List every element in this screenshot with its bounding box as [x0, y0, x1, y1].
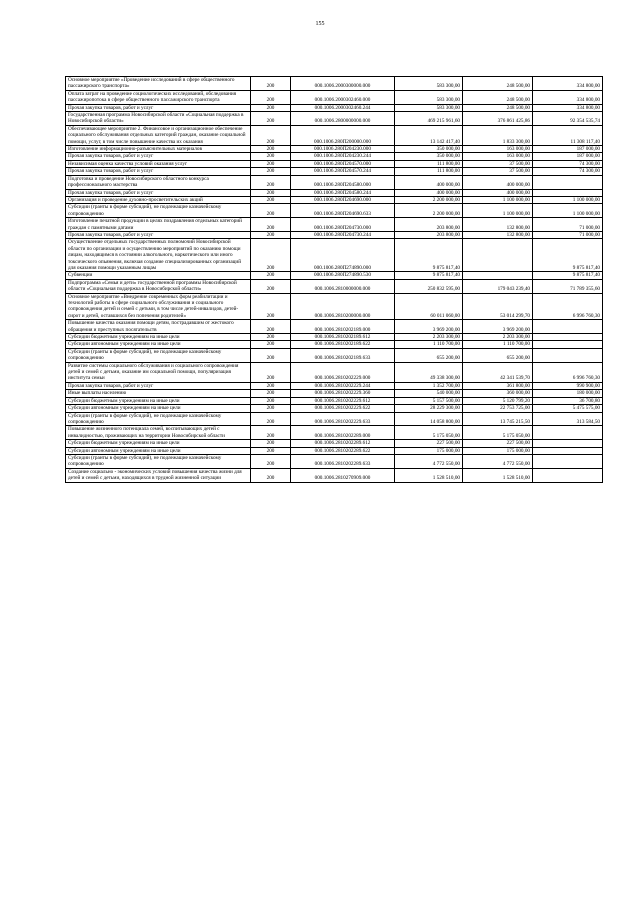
row-name-cell: Подготовка и проведение Новосибирского областного конкурса профессионального мастерства: [66, 175, 251, 189]
row-amount-2-cell: [533, 454, 603, 468]
row-admin-code-cell: 200: [251, 468, 291, 482]
table-row: [66, 153, 603, 160]
row-amount-2-cell: [533, 348, 603, 362]
row-total-cell: 250 832 595,00: [395, 279, 463, 293]
table-row: [66, 440, 603, 447]
row-amount-2-cell: 92 354 535,74: [533, 112, 603, 126]
row-name-cell: Изготовление печатной продукции в целях поздравления отдельных категорий граждан с памятными датами: [66, 218, 251, 232]
row-total-cell: 3 969 200,00: [395, 320, 463, 334]
row-amount-2-cell: 74 300,00: [533, 168, 603, 175]
table-row: [66, 279, 603, 293]
row-total-cell: 111 800,00: [395, 168, 463, 175]
row-budget-code-cell: 000.1006.280П204570.244: [291, 168, 395, 175]
row-amount-1-cell: 400 000,00: [463, 175, 533, 189]
row-admin-code-cell: 200: [251, 168, 291, 175]
table-row: [66, 239, 603, 272]
row-total-cell: 175 000,00: [395, 447, 463, 454]
row-budget-code-cell: 000.1006.280П204580.244: [291, 189, 395, 196]
row-amount-2-cell: 74 300,00: [533, 160, 603, 167]
row-amount-2-cell: 180 000,00: [533, 390, 603, 397]
row-name-cell: Иные выплаты населению: [66, 390, 251, 397]
row-total-cell: 469 215 961,60: [395, 112, 463, 126]
row-budget-code-cell: 000.1006.2000302460.000: [291, 90, 395, 104]
row-name-cell: Основное мероприятие «Внедрение современных форм реабилитации и технологий работы в сфере социального обслуживания и социального сопровождения детей и семей с детьми, в том числе детей-инвалидов, детей-сирот и детей, оставшихся без попечения родителей»: [66, 293, 251, 320]
table-row: [66, 272, 603, 279]
row-amount-1-cell: 655 200,00: [463, 348, 533, 362]
row-amount-2-cell: 1 100 000,00: [533, 196, 603, 203]
row-amount-2-cell: 334 800,00: [533, 90, 603, 104]
row-amount-1-cell: 4 772 550,00: [463, 454, 533, 468]
row-amount-1-cell: 163 000,00: [463, 146, 533, 153]
row-amount-2-cell: [533, 320, 603, 334]
row-amount-1-cell: 179 043 239,40: [463, 279, 533, 293]
row-amount-1-cell: 53 014 299,70: [463, 293, 533, 320]
row-budget-code-cell: 000.1006.2810202189.633: [291, 348, 395, 362]
table-row: [66, 334, 603, 341]
row-admin-code-cell: 200: [251, 348, 291, 362]
row-total-cell: 49 338 300,00: [395, 362, 463, 382]
table-row: [66, 405, 603, 412]
row-total-cell: 13 142 417,40: [395, 125, 463, 145]
row-admin-code-cell: 200: [251, 125, 291, 145]
row-total-cell: 111 800,00: [395, 160, 463, 167]
row-total-cell: 203 800,00: [395, 218, 463, 232]
row-name-cell: Обеспечивающее мероприятие 2. Финансовое и организационное обеспечение социального обслуживания отдельных категорий граждан, оказание социальной помощи, услуг, в том числе повышение качества их оказания: [66, 125, 251, 145]
row-admin-code-cell: 200: [251, 454, 291, 468]
table-row: [66, 468, 603, 482]
table-row: [66, 175, 603, 189]
row-name-cell: Субсидии (гранты в форме субсидий), не подлежащие казначейскому сопровождению: [66, 204, 251, 218]
row-total-cell: 2 200 000,00: [395, 196, 463, 203]
table-row: [66, 90, 603, 104]
row-admin-code-cell: 200: [251, 112, 291, 126]
table-row: [66, 125, 603, 145]
table-row: [66, 196, 603, 203]
row-name-cell: Государственная программа Новосибирской области «Социальная поддержка в Новосибирской области»: [66, 112, 251, 126]
row-admin-code-cell: 200: [251, 90, 291, 104]
row-total-cell: 583 300,00: [395, 77, 463, 91]
row-amount-2-cell: 990 900,00: [533, 382, 603, 389]
table-row: [66, 412, 603, 426]
row-name-cell: Изготовление информационно-разъяснительных материалов: [66, 146, 251, 153]
row-total-cell: 5 175 050,00: [395, 426, 463, 440]
row-admin-code-cell: 200: [251, 196, 291, 203]
row-amount-1-cell: 3 969 200,00: [463, 320, 533, 334]
row-amount-1-cell: [463, 272, 533, 279]
row-budget-code-cell: 000.1006.2810202189.622: [291, 341, 395, 348]
row-admin-code-cell: 200: [251, 362, 291, 382]
row-admin-code-cell: 200: [251, 239, 291, 272]
row-amount-2-cell: [533, 426, 603, 440]
row-budget-code-cell: 000.1006.280П200000.000: [291, 125, 395, 145]
row-budget-code-cell: 000.1006.280П274890.000: [291, 239, 395, 272]
row-budget-code-cell: 000.1006.2810202229.360: [291, 390, 395, 397]
row-name-cell: Субсидии бюджетным учреждениям на иные цели: [66, 440, 251, 447]
row-amount-1-cell: 13 745 215,50: [463, 412, 533, 426]
row-amount-1-cell: 1 110 700,00: [463, 341, 533, 348]
row-amount-2-cell: 71 000,00: [533, 218, 603, 232]
row-admin-code-cell: 200: [251, 440, 291, 447]
row-amount-2-cell: 187 000,00: [533, 153, 603, 160]
row-amount-1-cell: 1 100 000,00: [463, 204, 533, 218]
row-admin-code-cell: 200: [251, 341, 291, 348]
row-name-cell: Развитие системы социального обслуживания и социального сопровождения детей и семей с детьми, оказание им социальной помощи, популяризация института семьи: [66, 362, 251, 382]
row-amount-2-cell: 334 800,00: [533, 104, 603, 111]
row-total-cell: 400 000,00: [395, 175, 463, 189]
row-admin-code-cell: 200: [251, 218, 291, 232]
row-name-cell: Субсидии бюджетным учреждениям на иные цели: [66, 334, 251, 341]
row-budget-code-cell: 000.1006.2810202229.244: [291, 382, 395, 389]
row-amount-2-cell: 9 875 817,40: [533, 272, 603, 279]
table-row: [66, 231, 603, 238]
row-amount-1-cell: 175 000,00: [463, 447, 533, 454]
row-amount-1-cell: 248 500,00: [463, 104, 533, 111]
table-row: [66, 112, 603, 126]
row-amount-2-cell: [533, 334, 603, 341]
row-total-cell: 655 200,00: [395, 348, 463, 362]
row-budget-code-cell: 000.1006.2810000000.000: [291, 279, 395, 293]
row-name-cell: Основное мероприятие «Проведение исследований в сфере общественного пассажирского транспорта»: [66, 77, 251, 91]
row-amount-1-cell: 227 500,00: [463, 440, 533, 447]
row-budget-code-cell: 000.1006.2810202229.000: [291, 362, 395, 382]
table-row: [66, 348, 603, 362]
row-total-cell: 540 000,00: [395, 390, 463, 397]
row-admin-code-cell: 200: [251, 146, 291, 153]
row-admin-code-cell: 200: [251, 397, 291, 404]
row-budget-code-cell: 000.1006.280П204730.000: [291, 218, 395, 232]
row-name-cell: Субсидии автономным учреждениям на иные цели: [66, 447, 251, 454]
row-amount-2-cell: [533, 189, 603, 196]
row-budget-code-cell: 000.1006.2810202289.622: [291, 447, 395, 454]
row-amount-1-cell: 1 528 510,00: [463, 468, 533, 482]
row-name-cell: Субсидии (гранты в форме субсидий), не подлежащие казначейскому сопровождению: [66, 412, 251, 426]
row-amount-2-cell: 11 308 117,40: [533, 125, 603, 145]
row-amount-1-cell: 132 800,00: [463, 218, 533, 232]
row-admin-code-cell: 200: [251, 279, 291, 293]
row-total-cell: 28 229 300,00: [395, 405, 463, 412]
row-name-cell: Организация и проведение духовно-просветительских акций: [66, 196, 251, 203]
row-total-cell: 400 000,00: [395, 189, 463, 196]
row-amount-2-cell: 36 700,80: [533, 397, 603, 404]
row-name-cell: Прочая закупка товаров, работ и услуг: [66, 382, 251, 389]
table-row: [66, 382, 603, 389]
row-total-cell: 583 300,00: [395, 104, 463, 111]
row-amount-1-cell: 2 203 300,00: [463, 334, 533, 341]
row-amount-2-cell: 187 000,00: [533, 146, 603, 153]
row-name-cell: Создание социально - экономических условий повышения качества жизни для детей и семей с детьми, находящихся в трудной жизненной ситуации: [66, 468, 251, 482]
row-name-cell: Прочая закупка товаров, работ и услуг: [66, 153, 251, 160]
row-admin-code-cell: 200: [251, 382, 291, 389]
table-row: [66, 189, 603, 196]
row-total-cell: 350 000,00: [395, 153, 463, 160]
row-total-cell: 2 200 000,00: [395, 204, 463, 218]
table-row: [66, 77, 603, 91]
row-admin-code-cell: 200: [251, 405, 291, 412]
row-name-cell: Прочая закупка товаров, работ и услуг: [66, 231, 251, 238]
row-admin-code-cell: 200: [251, 426, 291, 440]
row-amount-1-cell: 42 341 539,70: [463, 362, 533, 382]
row-total-cell: 1 352 700,00: [395, 382, 463, 389]
row-amount-1-cell: 5 120 799,20: [463, 397, 533, 404]
row-budget-code-cell: 000.1006.2810270909.000: [291, 468, 395, 482]
row-budget-code-cell: 000.1006.2810200000.000: [291, 293, 395, 320]
row-total-cell: 227 500,00: [395, 440, 463, 447]
row-amount-1-cell: 5 175 050,00: [463, 426, 533, 440]
row-name-cell: Субсидии автономным учреждениям на иные цели: [66, 405, 251, 412]
row-amount-2-cell: 6 996 760,30: [533, 293, 603, 320]
row-amount-1-cell: 1 100 000,00: [463, 196, 533, 203]
row-name-cell: Субсидии (гранты в форме субсидий), не подлежащие казначейскому сопровождению: [66, 454, 251, 468]
row-name-cell: Подпрограмма «Семья и дети» государственной программы Новосибирской области «Социальная поддержка в Новосибирской области»: [66, 279, 251, 293]
row-budget-code-cell: 000.1006.2810202189.612: [291, 334, 395, 341]
table-row: [66, 397, 603, 404]
row-name-cell: Осуществление отдельных государственных полномочий Новосибирской области по организации и осуществлению мероприятий по оказанию помощи лицам, находящимся в состоянии алкогольного, наркотического или иного токсического опьянения, включая создание специализированных организаций для оказания помощи указанным лицам: [66, 239, 251, 272]
row-budget-code-cell: 000.1006.280П274890.530: [291, 272, 395, 279]
table-row: [66, 293, 603, 320]
table-row: [66, 454, 603, 468]
row-amount-1-cell: [463, 239, 533, 272]
row-total-cell: 2 203 300,00: [395, 334, 463, 341]
row-admin-code-cell: 200: [251, 204, 291, 218]
row-admin-code-cell: 200: [251, 320, 291, 334]
row-budget-code-cell: 000.1006.280П204730.244: [291, 231, 395, 238]
table-row: [66, 362, 603, 382]
row-budget-code-cell: 000.1006.2810202229.612: [291, 397, 395, 404]
row-admin-code-cell: 200: [251, 189, 291, 196]
row-admin-code-cell: 200: [251, 334, 291, 341]
table-row: [66, 104, 603, 111]
row-amount-2-cell: [533, 341, 603, 348]
table-row: [66, 320, 603, 334]
row-total-cell: 14 058 800,00: [395, 412, 463, 426]
table-row: [66, 204, 603, 218]
row-total-cell: 1 110 700,00: [395, 341, 463, 348]
row-amount-1-cell: 37 500,00: [463, 168, 533, 175]
table-row: [66, 168, 603, 175]
row-amount-2-cell: 334 800,00: [533, 77, 603, 91]
row-admin-code-cell: 200: [251, 272, 291, 279]
row-amount-2-cell: 1 100 000,00: [533, 204, 603, 218]
budget-table: [65, 76, 603, 483]
row-amount-1-cell: 376 861 425,86: [463, 112, 533, 126]
row-amount-1-cell: 361 800,00: [463, 382, 533, 389]
row-amount-2-cell: [533, 440, 603, 447]
row-amount-1-cell: 360 000,00: [463, 390, 533, 397]
row-admin-code-cell: 200: [251, 160, 291, 167]
row-admin-code-cell: 200: [251, 153, 291, 160]
row-amount-1-cell: 22 753 725,00: [463, 405, 533, 412]
row-name-cell: Независимая оценка качества условий оказания услуг: [66, 160, 251, 167]
row-admin-code-cell: 200: [251, 175, 291, 189]
row-name-cell: Субвенции: [66, 272, 251, 279]
table-row: [66, 447, 603, 454]
row-budget-code-cell: 000.1006.280П204580.000: [291, 175, 395, 189]
table-row: [66, 426, 603, 440]
row-name-cell: Прочая закупка товаров, работ и услуг: [66, 104, 251, 111]
row-total-cell: 9 875 817,40: [395, 272, 463, 279]
row-name-cell: Субсидии (гранты в форме субсидий), не подлежащие казначейскому сопровождению: [66, 348, 251, 362]
row-amount-2-cell: 9 875 817,40: [533, 239, 603, 272]
row-admin-code-cell: 200: [251, 77, 291, 91]
row-amount-1-cell: 400 000,00: [463, 189, 533, 196]
row-admin-code-cell: 200: [251, 412, 291, 426]
row-total-cell: 203 800,00: [395, 231, 463, 238]
row-budget-code-cell: 000.1006.2800000000.000: [291, 112, 395, 126]
row-name-cell: Субсидии бюджетным учреждениям на иные цели: [66, 397, 251, 404]
row-name-cell: Оплата затрат на проведение социологических исследований, обследования пассажиропотока в сфере общественного пассажирского транспорта: [66, 90, 251, 104]
row-amount-2-cell: 71 000,00: [533, 231, 603, 238]
row-amount-1-cell: 1 833 300,00: [463, 125, 533, 145]
row-total-cell: 583 300,00: [395, 90, 463, 104]
row-budget-code-cell: 000.1006.280П204570.000: [291, 160, 395, 167]
row-amount-1-cell: 37 500,00: [463, 160, 533, 167]
row-name-cell: Повышение качества оказания помощи детям, пострадавшим от жестокого обращения и преступных посягательств: [66, 320, 251, 334]
row-name-cell: Повышение жизненного потенциала семей, воспитывающих детей с инвалидностью, проживающих на территории Новосибирской области: [66, 426, 251, 440]
row-total-cell: 5 157 500,00: [395, 397, 463, 404]
row-budget-code-cell: 000.1006.280П204230.244: [291, 153, 395, 160]
row-budget-code-cell: 000.1006.2810202229.633: [291, 412, 395, 426]
row-name-cell: Прочая закупка товаров, работ и услуг: [66, 189, 251, 196]
row-total-cell: 60 011 060,00: [395, 293, 463, 320]
row-admin-code-cell: 200: [251, 293, 291, 320]
row-amount-1-cell: 248 500,00: [463, 90, 533, 104]
row-amount-1-cell: 163 000,00: [463, 153, 533, 160]
table-row: [66, 218, 603, 232]
row-amount-2-cell: 5 475 575,00: [533, 405, 603, 412]
row-budget-code-cell: 000.1006.280П204230.000: [291, 146, 395, 153]
row-budget-code-cell: 000.1006.2810202229.622: [291, 405, 395, 412]
table-row: [66, 341, 603, 348]
table-row: [66, 390, 603, 397]
row-budget-code-cell: 000.1006.2000300000.000: [291, 77, 395, 91]
row-budget-code-cell: 000.1006.2000302460.244: [291, 104, 395, 111]
row-budget-code-cell: 000.1006.2810202189.000: [291, 320, 395, 334]
row-admin-code-cell: 200: [251, 447, 291, 454]
table-row: [66, 146, 603, 153]
row-budget-code-cell: 000.1006.280П204690.633: [291, 204, 395, 218]
row-amount-2-cell: [533, 175, 603, 189]
row-admin-code-cell: 200: [251, 231, 291, 238]
row-amount-2-cell: 313 584,50: [533, 412, 603, 426]
row-total-cell: 4 772 550,00: [395, 454, 463, 468]
row-amount-2-cell: 6 996 760,30: [533, 362, 603, 382]
row-budget-code-cell: 000.1006.2810202289.000: [291, 426, 395, 440]
row-name-cell: Прочая закупка товаров, работ и услуг: [66, 168, 251, 175]
row-amount-2-cell: [533, 447, 603, 454]
row-amount-2-cell: [533, 468, 603, 482]
table-row: [66, 160, 603, 167]
row-admin-code-cell: 200: [251, 390, 291, 397]
row-total-cell: 1 528 510,00: [395, 468, 463, 482]
row-budget-code-cell: 000.1006.2810202289.633: [291, 454, 395, 468]
row-amount-1-cell: 248 500,00: [463, 77, 533, 91]
row-name-cell: Субсидии автономным учреждениям на иные цели: [66, 341, 251, 348]
page-number: 155: [315, 21, 325, 27]
row-amount-2-cell: 71 789 355,60: [533, 279, 603, 293]
row-total-cell: 9 875 817,40: [395, 239, 463, 272]
row-admin-code-cell: 200: [251, 104, 291, 111]
row-total-cell: 350 000,00: [395, 146, 463, 153]
row-budget-code-cell: 000.1006.280П204690.000: [291, 196, 395, 203]
row-budget-code-cell: 000.1006.2810202289.612: [291, 440, 395, 447]
row-amount-1-cell: 132 800,00: [463, 231, 533, 238]
